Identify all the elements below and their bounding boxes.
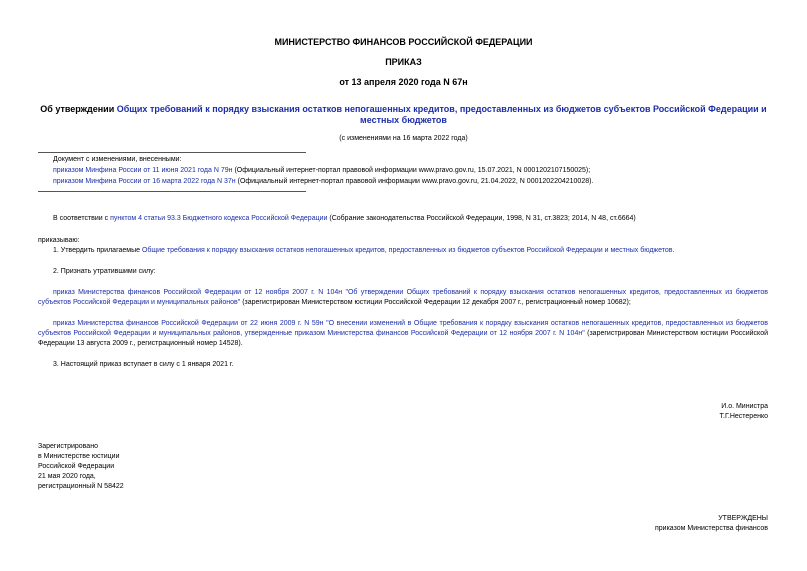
approval-stamp: УТВЕРЖДЕНЫ [718, 515, 768, 522]
paragraph-1-suffix: . [672, 247, 675, 254]
registration-line: регистрационный N 58422 [38, 483, 124, 490]
signature-name: Т.Г.Нестеренко [719, 413, 768, 420]
paragraph-1-prefix: 1. Утвердить прилагаемые [53, 247, 142, 254]
changes-divider-top [38, 152, 306, 153]
paragraph-1 [53, 246, 674, 256]
revision-note: (с изменениями на 16 марта 2022 года) [339, 135, 468, 142]
registration-line: Российской Федерации [38, 463, 115, 470]
changes-heading: Документ с изменениями, внесенными: [53, 156, 182, 163]
document-type: ПРИКАЗ [385, 57, 422, 67]
ministry-name: МИНИСТЕРСТВО ФИНАНСОВ РОССИЙСКОЙ ФЕДЕРАЦИИ [274, 37, 533, 47]
document-title [40, 104, 767, 126]
budget-code-link[interactable]: пунктом 4 статьи 93.3 Бюджетного кодекса Российской Федерации [110, 215, 328, 222]
repealed-item-2-registration: (зарегистрирован Министерством юстиции Российской Федерации 13 августа 2009 г., регистрационный номер 14528). [38, 330, 769, 347]
order-word: приказываю: [38, 237, 80, 244]
paragraph-2: 2. Признать утратившими силу: [53, 268, 156, 275]
repealed-order-59n-link[interactable]: приказ Министерства финансов Российской Федерации от 22 июня 2009 г. N 59н "О внесении изменений в Общие требования к порядку взыскания остатков непогашенных кредитов, предоставленных из бюджетов субъектов Российской Федерации и муниципальных районов, утвержденные приказом Министерства финансов Российской Федерации от 12 ноября 2007 г. N 104н" [38, 320, 768, 337]
general-requirements-link[interactable]: Общие требования к порядку взыскания остатков непогашенных кредитов, предоставленных из бюджетов субъектов Российской Федерации и местных бюджетов [141, 247, 673, 254]
document-title-link[interactable]: Общих требований к порядку взыскания остатков непогашенных кредитов, предоставленных из бюджетов субъектов Российской Федерации и местных бюджетов [116, 104, 767, 125]
change-link[interactable]: приказом Минфина России от 11 июня 2021 года N 79н [53, 167, 233, 174]
repealed-order-104n-link[interactable]: приказ Министерства финансов Российской Федерации от 12 ноября 2007 г. N 104н "Об утверждении Общих требований к порядку взыскания остатков непогашенных кредитов, предоставленных из бюджетов субъектов Российской Федерации и муниципальных районов" [38, 289, 768, 306]
change-item [53, 177, 593, 187]
repealed-item-1 [38, 288, 768, 308]
change-item [53, 166, 590, 176]
document-date-number: от 13 апреля 2020 года N 67н [339, 77, 468, 87]
change-link[interactable]: приказом Минфина России от 16 марта 2022 года N 37н [53, 178, 236, 185]
registration-line: Зарегистрировано [38, 443, 98, 450]
paragraph-3: 3. Настоящий приказ вступает в силу с 1 января 2021 г. [53, 361, 234, 368]
basis-prefix: В соответствии с [53, 215, 111, 222]
document-title-prefix: Об утверждении [40, 104, 117, 114]
repealed-item-1-registration: (зарегистрирован Министерством юстиции Российской Федерации 12 декабря 2007 г., регистрационный номер 10682); [240, 299, 631, 306]
repealed-item-2 [38, 319, 768, 349]
basis-suffix: (Собрание законодательства Российской Федерации, 1998, N 31, ст.3823; 2014, N 48, ст.6664) [327, 215, 636, 222]
registration-line: 21 мая 2020 года, [38, 473, 96, 480]
changes-divider-bottom [38, 191, 306, 192]
basis-paragraph [53, 214, 636, 224]
signature-position: И.о. Министра [721, 403, 768, 410]
registration-line: в Министерстве юстиции [38, 453, 120, 460]
change-source: (Официальный интернет-портал правовой информации www.pravo.gov.ru, 15.07.2021, N 0001202107150025); [232, 167, 591, 174]
approval-by: приказом Министерства финансов [654, 525, 768, 532]
change-source: (Официальный интернет-портал правовой информации www.pravo.gov.ru, 21.04.2022, N 0001202204210028). [235, 178, 594, 185]
